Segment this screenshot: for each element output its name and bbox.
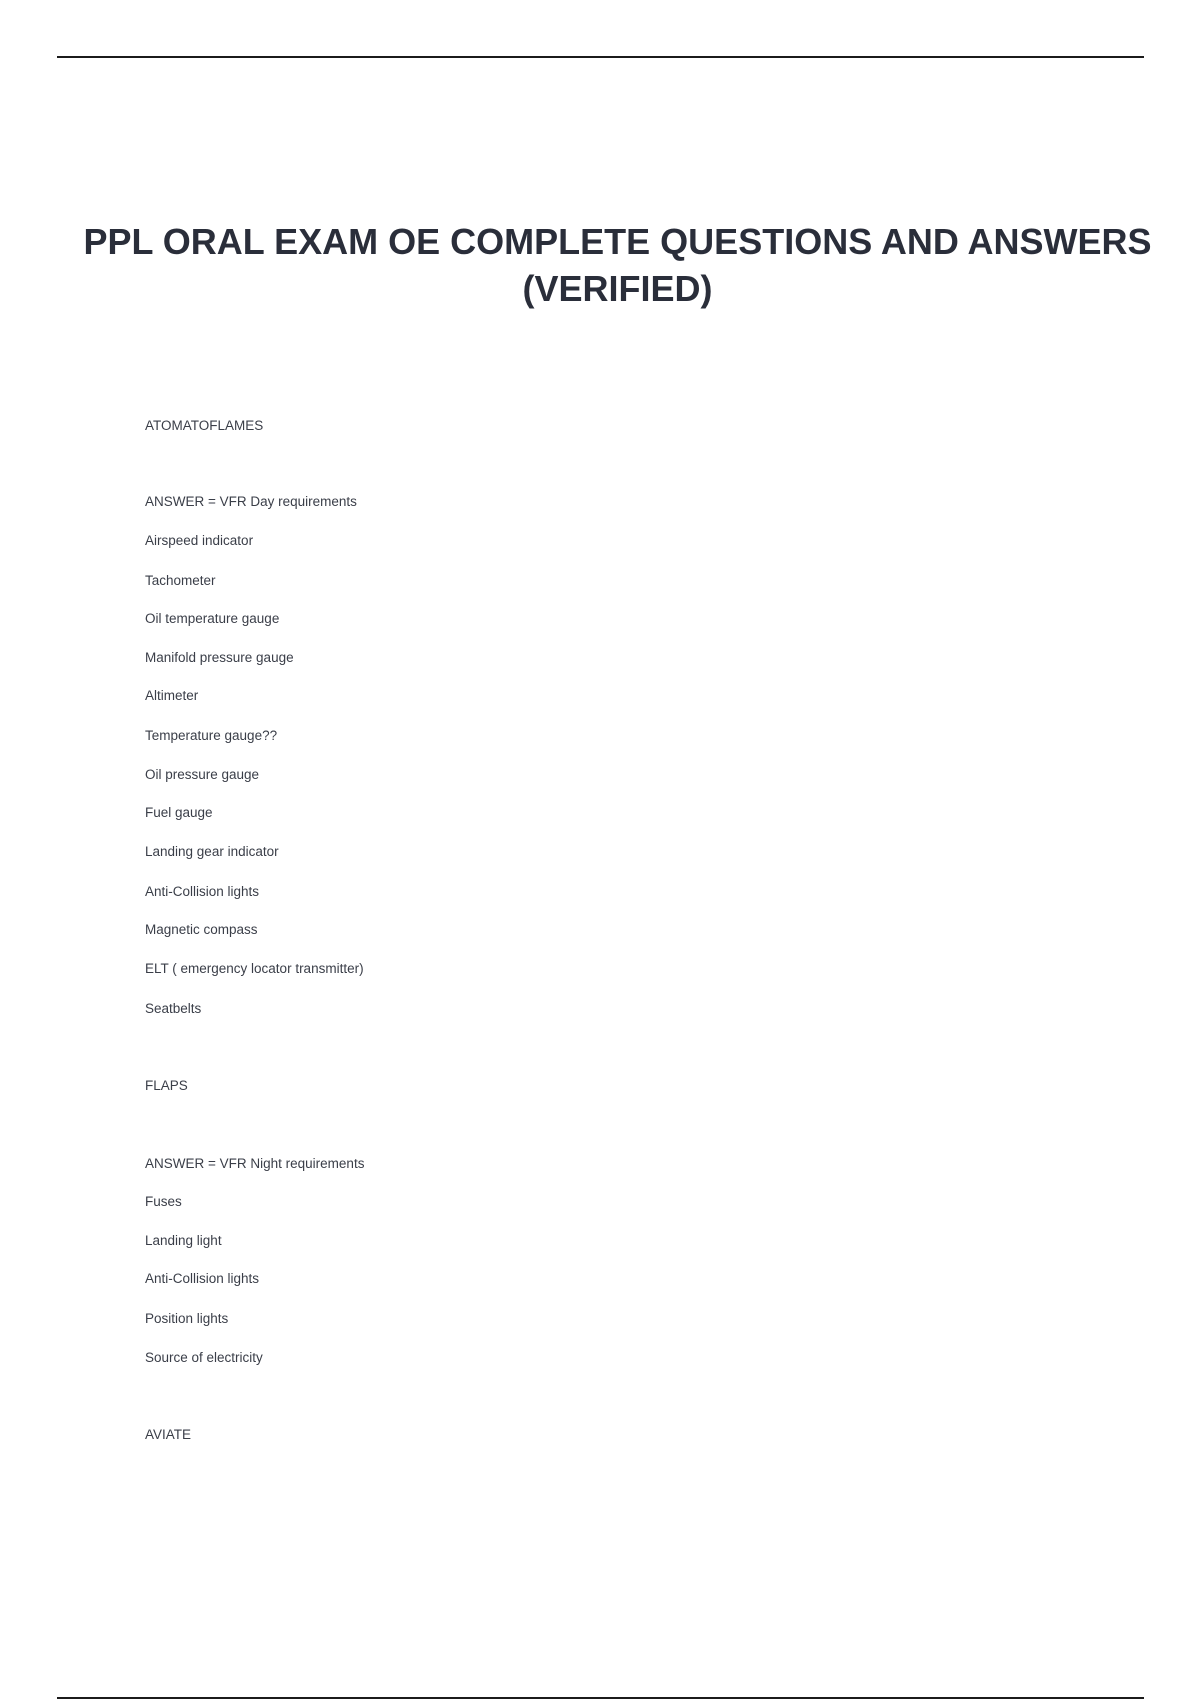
top-rule	[57, 56, 1144, 58]
list-item: Anti-Collision lights	[145, 1271, 260, 1286]
list-item: Position lights	[145, 1311, 229, 1326]
list-item: Seatbelts	[145, 1001, 202, 1016]
list-item: Landing light	[145, 1233, 222, 1248]
list-item: Tachometer	[145, 573, 216, 588]
list-item: Fuel gauge	[145, 805, 213, 820]
list-item: Oil pressure gauge	[145, 767, 260, 782]
list-item: ELT ( emergency locator transmitter)	[145, 961, 364, 976]
question-text: AVIATE	[145, 1427, 192, 1442]
list-item: Source of electricity	[145, 1350, 263, 1365]
list-item: Landing gear indicator	[145, 844, 279, 859]
question-text: ATOMATOFLAMES	[145, 418, 264, 433]
question-text: FLAPS	[145, 1078, 188, 1093]
bottom-rule	[57, 1697, 1144, 1699]
answer-heading: ANSWER = VFR Day requirements	[145, 494, 357, 509]
list-item: Oil temperature gauge	[145, 611, 280, 626]
list-item: Fuses	[145, 1194, 182, 1209]
list-item: Airspeed indicator	[145, 533, 254, 548]
list-item: Manifold pressure gauge	[145, 650, 294, 665]
answer-heading: ANSWER = VFR Night requirements	[145, 1156, 365, 1171]
list-item: Altimeter	[145, 688, 199, 703]
list-item: Temperature gauge??	[145, 728, 278, 743]
list-item: Magnetic compass	[145, 922, 258, 937]
list-item: Anti-Collision lights	[145, 884, 260, 899]
document-title: PPL ORAL EXAM OE COMPLETE QUESTIONS AND ANSWERS (VERIFIED)	[83, 221, 1152, 309]
